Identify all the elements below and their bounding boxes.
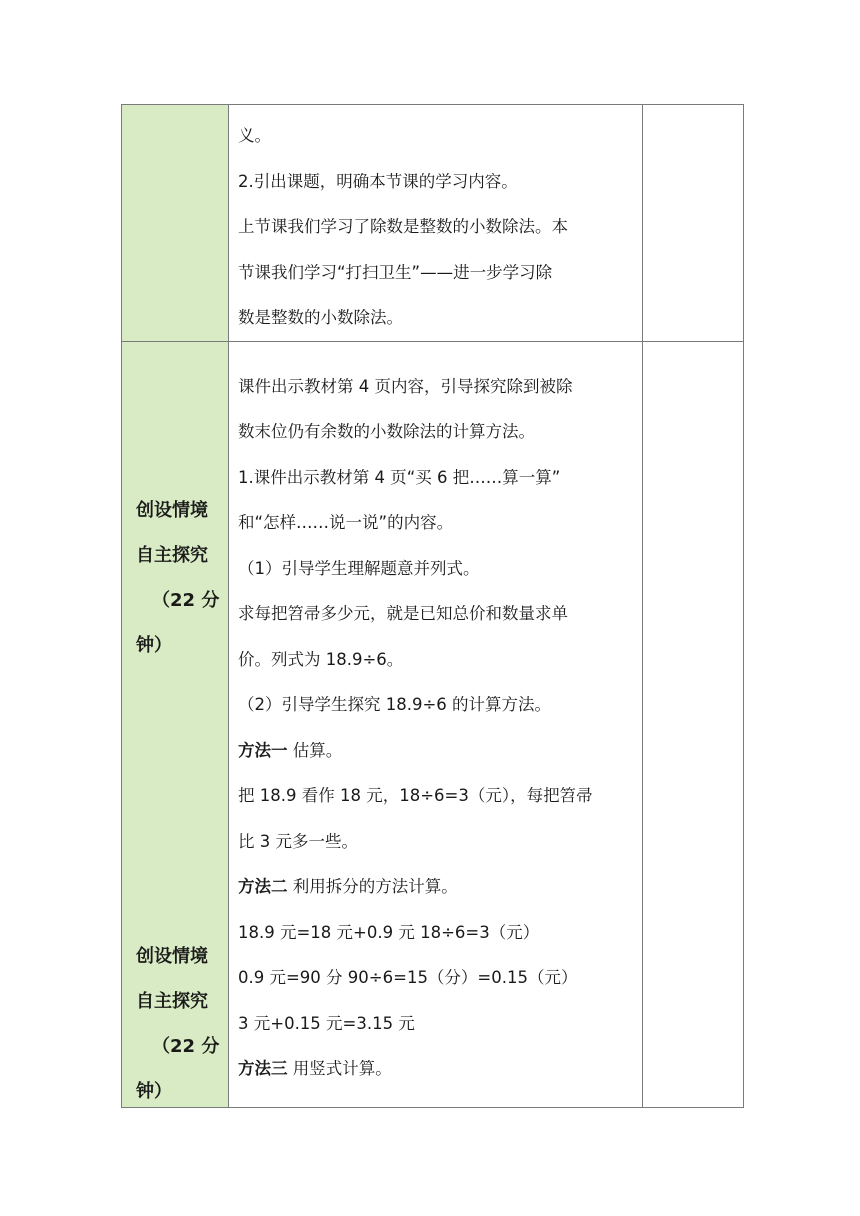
text-line: 课件出示教材第 4 页内容，引导探究除到被除: [238, 376, 573, 396]
text-line: 18.9 元=18 元+0.9 元 18÷6=3（元）: [238, 922, 540, 942]
method-heading: 方法一 估算。: [238, 740, 343, 760]
method-heading: 方法二 利用拆分的方法计算。: [238, 877, 458, 896]
method-heading: 方法三 用竖式计算。: [238, 1059, 392, 1078]
text-line: 义。: [238, 126, 271, 145]
text-line: 把 18.9 看作 18 元，18÷6=3（元），每把笤帚: [238, 786, 593, 805]
text-line: 2.引出课题，明确本节课的学习内容。: [238, 171, 518, 191]
text-line: 求每把笤帚多少元，就是已知总价和数量求单: [238, 604, 568, 623]
text-line: （1）引导学生理解题意并列式。: [238, 558, 480, 578]
notes-cell: [643, 341, 744, 1107]
table-row: [122, 341, 744, 1107]
stage-label: 创设情境 自主探究 （22 分 钟）: [136, 945, 220, 1102]
notes-cell: [643, 105, 744, 342]
content-cell: [229, 105, 643, 342]
text-line: 数是整数的小数除法。: [238, 308, 403, 327]
text-line: 3 元+0.15 元=3.15 元: [238, 1013, 415, 1033]
text-line: 价。列式为 18.9÷6。: [238, 649, 404, 669]
text-line: 和“怎样……说一说”的内容。: [238, 513, 454, 532]
text-line: 比 3 元多一些。: [238, 831, 358, 851]
content-cell: [229, 341, 643, 1107]
text-line: 0.9 元=90 分 90÷6=15（分）=0.15（元）: [238, 968, 578, 987]
text-line: （2）引导学生探究 18.9÷6 的计算方法。: [238, 695, 552, 714]
text-line: 数末位仍有余数的小数除法的计算方法。: [238, 422, 535, 441]
lesson-table: [121, 104, 744, 1108]
text-line: 节课我们学习“打扫卫生”——进一步学习除: [238, 262, 553, 282]
table-row: [122, 105, 744, 342]
text-line: 上节课我们学习了除数是整数的小数除法。本: [238, 217, 568, 236]
stage-label: 创设情境 自主探究 （22 分 钟）: [136, 499, 220, 656]
stage-cell: [122, 341, 229, 1107]
stage-cell: [122, 105, 229, 342]
text-line: 1.课件出示教材第 4 页“买 6 把……算一算”: [238, 467, 561, 487]
